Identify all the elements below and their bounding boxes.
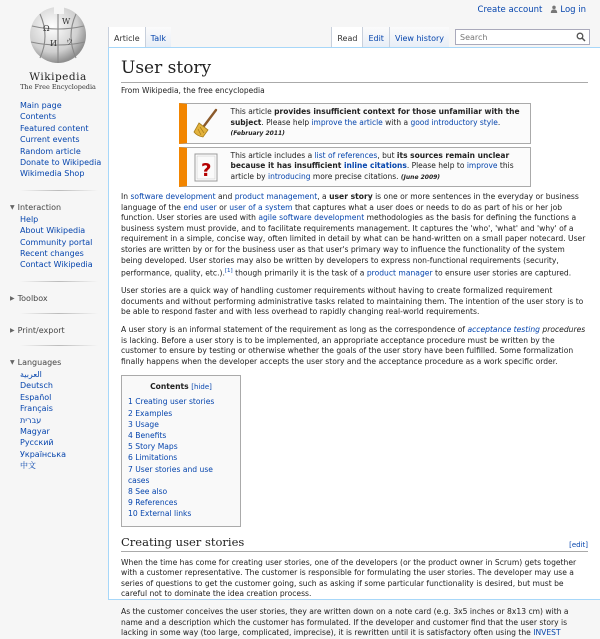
sidebar-item-about[interactable]: About Wikipedia bbox=[20, 226, 86, 236]
interaction-portal-toggle[interactable]: ▼ Interaction bbox=[10, 202, 62, 212]
context-notice bbox=[179, 103, 531, 144]
toc-entry[interactable]: 10 External links bbox=[128, 509, 192, 519]
citation-notice-text: This article includes a list of references, but its sources remain unclear because it has insufficient inline citations. Please help to improve this article by introducing more precise citations. (June 2009) bbox=[230, 150, 514, 181]
user-icon bbox=[550, 5, 558, 13]
paragraph: A user story is an informal statement of the requirement as long as the correspondence of acceptance testing procedures is lacking. Before a user story is to be implemented, an appropriate acceptance procedure must be written by the customer to ensure by testing or otherwise whether the goals of the user story have been fulfilled. Some formalization finally happens when the developer accepts the user story and the acceptance procedure as a work specific order. bbox=[121, 325, 586, 366]
toc-entry[interactable]: 5 Story Maps bbox=[128, 442, 178, 452]
sidebar-item-featured-content[interactable]: Featured content bbox=[20, 123, 89, 133]
sidebar bbox=[0, 100, 108, 472]
agile-software-development-link[interactable]: agile software development bbox=[258, 213, 365, 223]
tab-edit[interactable]: Edit bbox=[362, 27, 389, 47]
paragraph: When the time has come for creating user stories, one of the developers (or the product owner in Scrum) gets together with a customer representative. The customer is responsible for formulating the user stories. The developer may use a series of questions to get the customer going, such as asking if some particular functionality is desired, but must be careful not to dominate the idea creation process. bbox=[121, 557, 577, 599]
paragraph: User stories are a quick way of handling customer requirements without having to create formalized requirement documents and without performing administrative tasks related to maintaining them. The intention of the user story is to be able to respond faster and with less overhead to rapidly changing real-world requirements. bbox=[121, 286, 584, 317]
sidebar-item-recent-changes[interactable]: Recent changes bbox=[20, 249, 84, 259]
puzzle-globe-icon bbox=[26, 2, 90, 66]
tab-article[interactable]: Article bbox=[108, 27, 145, 47]
sidebar-item-main-page[interactable]: Main page bbox=[20, 101, 62, 110]
references-list-link[interactable]: list of references bbox=[314, 150, 378, 160]
sidebar-interaction bbox=[0, 214, 108, 271]
invest-link[interactable]: INVEST bbox=[533, 628, 561, 638]
logo-tagline: The Free Encyclopedia bbox=[20, 83, 96, 91]
toc-hide-toggle[interactable]: [hide] bbox=[191, 383, 212, 392]
language-link-fr[interactable]: Français bbox=[20, 404, 53, 414]
section-heading: Creating user stories [edit] bbox=[121, 535, 588, 552]
site-subtitle: From Wikipedia, the free encyclopedia bbox=[121, 86, 265, 95]
language-link-ar[interactable]: العربية bbox=[20, 369, 42, 379]
search-input[interactable]: Search bbox=[455, 29, 590, 45]
language-link-ru[interactable]: Русский bbox=[20, 438, 54, 448]
citation-link[interactable]: [1] bbox=[224, 268, 233, 275]
svg-text:Ω: Ω bbox=[43, 24, 50, 33]
inline-citations-link[interactable]: inline citations bbox=[343, 161, 407, 170]
article-content bbox=[108, 47, 600, 638]
sidebar-item-help[interactable]: Help bbox=[20, 214, 39, 224]
sidebar-divider bbox=[20, 313, 98, 314]
paragraph: As the customer conceives the user stories, they are written down on a note card (e.g. 3x5 inches or 8x13 cm) with a name and a description which the customer has formulated. If the developer and customer find that the user story is lacking in some way (too large, complicated, imprecise), it is rewritten until it is satisfactory often using the INVEST bbox=[121, 607, 569, 638]
print-export-portal-toggle[interactable]: ▶ Print/export bbox=[10, 325, 65, 335]
toc-entry[interactable]: 2 Examples bbox=[128, 408, 173, 418]
expanded-arrow-icon: ▼ bbox=[10, 203, 15, 211]
collapsed-arrow-icon: ▶ bbox=[10, 326, 15, 334]
sidebar-item-donate[interactable]: Donate to Wikipedia bbox=[20, 158, 102, 168]
personal-tools bbox=[478, 5, 586, 15]
languages-portal-toggle[interactable]: ▼ Languages bbox=[10, 357, 62, 367]
toc-entry[interactable]: 1 Creating user stories bbox=[128, 397, 215, 407]
wikipedia-logo[interactable] bbox=[8, 2, 108, 94]
introductory-style-link[interactable]: good introductory style bbox=[410, 117, 498, 127]
svg-text:ウ: ウ bbox=[66, 38, 73, 46]
toc-entry[interactable]: 8 See also bbox=[128, 487, 168, 497]
namespace-tabs bbox=[108, 27, 171, 47]
language-link-he[interactable]: עברית bbox=[20, 415, 42, 425]
citation-notice bbox=[179, 147, 531, 188]
sidebar-divider bbox=[20, 345, 98, 346]
product-management-link[interactable]: product management bbox=[234, 192, 318, 201]
tab-talk[interactable]: Talk bbox=[145, 27, 171, 47]
sidebar-divider bbox=[20, 281, 98, 282]
improve-article-link[interactable]: improve the article bbox=[311, 117, 383, 127]
section-edit-link[interactable]: [edit] bbox=[569, 540, 588, 549]
language-link-uk[interactable]: Українська bbox=[20, 449, 66, 459]
context-notice-text: This article provides insufficient context for those unfamiliar with the subject. Please help improve the article with a good introductory style. (February 2011) bbox=[230, 107, 520, 137]
login-link[interactable]: Log in bbox=[550, 5, 586, 15]
notice-date: (June 2009) bbox=[400, 173, 441, 181]
language-link-de[interactable]: Deutsch bbox=[20, 381, 53, 391]
user-of-a-system-link[interactable]: user of a system bbox=[229, 202, 293, 212]
intro-paragraph: In software development and product management, a user story is one or more sentences in the everyday or business language of the end user or user of a system that captures what a user does or needs to do as part of his or her job function. User stories are used with agile software development methodologies as the basis for defining the functions a business system must provide, and to facilitate requirements management. It captures the 'who', 'what' and 'why' of a requirement in a simple, concise way, often limited in detail by what can be hand-written on a small paper notecard. User stories are written by or for the business user as that user's primary way to influence the functionality of the system being developed. User stories may also be written by developers to express non-functional requirements (security, performance, quality, etc.).[1] though primarily it is the task of a product manager to ensure user stories are captured. bbox=[121, 192, 586, 278]
end-user-link[interactable]: end user bbox=[183, 202, 217, 212]
language-link-hu[interactable]: Magyar bbox=[20, 426, 50, 436]
page-title: User story bbox=[121, 58, 588, 83]
sidebar-item-community-portal[interactable]: Community portal bbox=[20, 237, 93, 247]
sidebar-navigation bbox=[0, 100, 108, 180]
expanded-arrow-icon: ▼ bbox=[10, 358, 15, 366]
sidebar-item-random-article[interactable]: Random article bbox=[20, 146, 81, 156]
toc-title: Contents [hide] bbox=[150, 382, 212, 392]
toc-entry[interactable]: 6 Limitations bbox=[128, 453, 178, 463]
software-development-link[interactable]: software development bbox=[130, 192, 216, 201]
table-of-contents bbox=[121, 375, 241, 526]
sidebar-item-wikimedia-shop[interactable]: Wikimedia Shop bbox=[20, 169, 85, 179]
sidebar-item-current-events[interactable]: Current events bbox=[20, 135, 80, 145]
toolbox-portal-toggle[interactable]: ▶ Toolbox bbox=[10, 293, 48, 303]
toc-entry[interactable]: 3 Usage bbox=[128, 419, 159, 429]
toc-entry[interactable]: 4 Benefits bbox=[128, 431, 167, 441]
collapsed-arrow-icon: ▶ bbox=[10, 294, 15, 302]
svg-text:?: ? bbox=[200, 159, 211, 181]
language-link-es[interactable]: Español bbox=[20, 392, 52, 402]
tab-view-history[interactable]: View history bbox=[389, 27, 449, 47]
logo-wordmark: Wikipedia bbox=[29, 71, 87, 83]
improve-link[interactable]: improve bbox=[466, 161, 498, 170]
broom-icon bbox=[191, 107, 223, 139]
tab-read[interactable]: Read bbox=[331, 27, 362, 47]
question-book-icon bbox=[191, 151, 223, 183]
view-tabs bbox=[331, 27, 590, 47]
introducing-link[interactable]: introducing bbox=[268, 171, 311, 181]
search-icon[interactable] bbox=[576, 32, 586, 42]
create-account-link[interactable]: Create account bbox=[477, 5, 543, 15]
svg-text:W: W bbox=[62, 17, 71, 26]
sidebar-languages bbox=[0, 369, 108, 472]
language-link-zh[interactable]: 中文 bbox=[20, 461, 36, 471]
toc-entry[interactable]: 7 User stories and use cases bbox=[128, 464, 213, 485]
product-manager-link[interactable]: product manager bbox=[366, 268, 433, 278]
notice-date: (February 2011) bbox=[230, 130, 285, 137]
sidebar-divider bbox=[20, 190, 98, 191]
svg-text:И: И bbox=[50, 39, 57, 48]
acceptance-testing-link[interactable]: acceptance testing bbox=[467, 325, 540, 335]
sidebar-item-contents[interactable]: Contents bbox=[20, 112, 56, 122]
toc-entry[interactable]: 9 References bbox=[128, 498, 178, 508]
sidebar-item-contact[interactable]: Contact Wikipedia bbox=[20, 260, 93, 270]
